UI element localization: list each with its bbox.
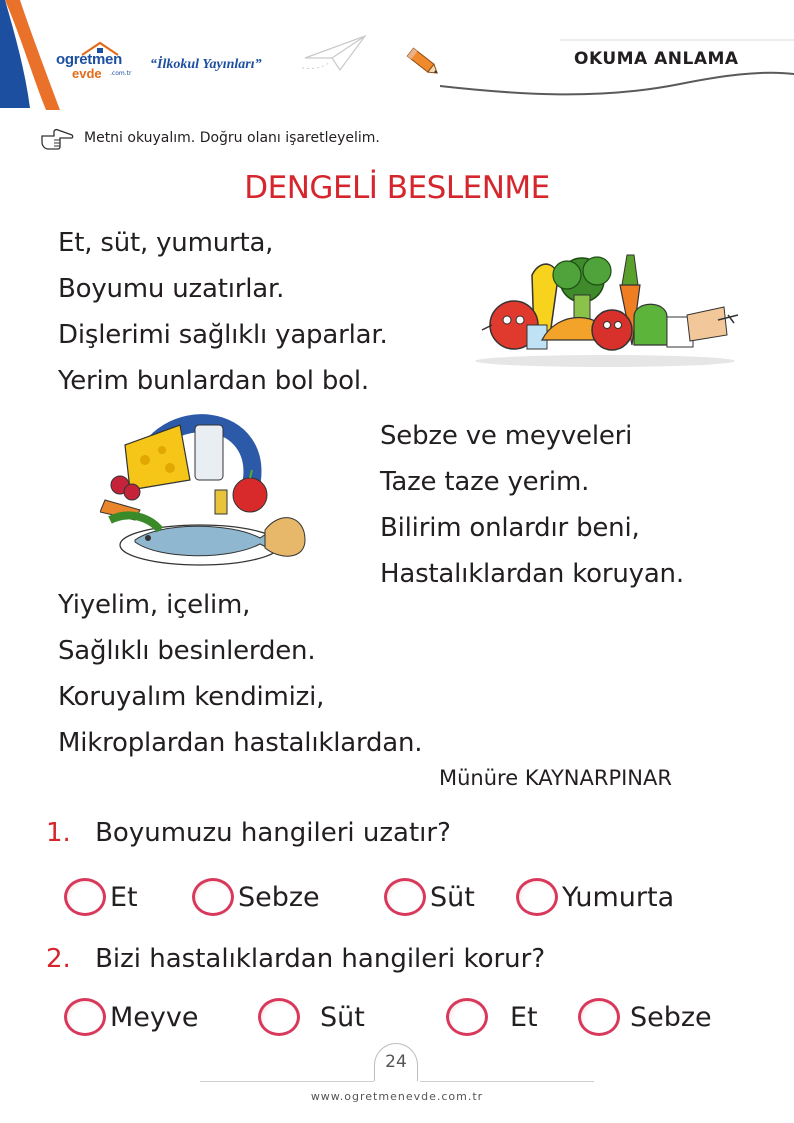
question-text: Bizi hastalıklardan hangileri korur? [95, 944, 546, 974]
footer-website: www.ogretmenevde.com.tr [310, 1090, 484, 1103]
poem-line: Taze taze yerim. [380, 467, 590, 497]
stanza-2 [380, 413, 684, 597]
publisher-name: “İlkokul Yayınları” [150, 57, 262, 72]
cartoon-foods-illustration [462, 245, 748, 370]
logo-domain: .com.tr [110, 70, 132, 77]
stanza-3 [58, 582, 422, 766]
footer-divider [200, 1081, 594, 1082]
question-1 [46, 818, 451, 848]
poem-line: Mikroplardan hastalıklardan. [58, 728, 423, 758]
question-text: Boyumuzu hangileri uzatır? [95, 818, 451, 848]
pointing-hand-icon [40, 128, 74, 150]
poem-line: Bilirim onlardır beni, [380, 513, 640, 543]
option-checkbox-et[interactable] [64, 878, 106, 916]
food-plate-illustration [100, 410, 310, 575]
poem-line: Hastalıklardan koruyan. [380, 559, 684, 589]
poem-title: DENGELİ BESLENME [244, 170, 550, 206]
pencil-icon [403, 44, 443, 80]
option-label: Süt [430, 882, 475, 913]
poem-author: Münüre KAYNARPINAR [439, 766, 672, 790]
option-checkbox-meyve[interactable] [64, 998, 106, 1036]
option-label: Et [510, 1002, 538, 1033]
option-label: Yumurta [562, 882, 675, 913]
page-number: 24 [374, 1043, 418, 1081]
poem-line: Sağlıklı besinlerden. [58, 636, 316, 666]
option-checkbox-sebze[interactable] [192, 878, 234, 916]
poem-line: Et, süt, yumurta, [58, 228, 274, 258]
poem-line: Boyumu uzatırlar. [58, 274, 285, 304]
poem-line: Koruyalım kendimizi, [58, 682, 325, 712]
option-checkbox-sebze[interactable] [578, 998, 620, 1036]
option-checkbox-et[interactable] [446, 998, 488, 1036]
stanza-1 [58, 220, 388, 404]
option-label: Meyve [110, 1002, 199, 1033]
question-number: 2. [46, 944, 71, 974]
option-label: Sebze [630, 1002, 712, 1033]
question-2 [46, 944, 545, 974]
question-number: 1. [46, 818, 71, 848]
poem-line: Yerim bunlardan bol bol. [58, 366, 369, 396]
instruction-text: Metni okuyalım. Doğru olanı işaretleyelim. [84, 130, 380, 146]
option-checkbox-sut[interactable] [384, 878, 426, 916]
poem-line: Dişlerimi sağlıklı yaparlar. [58, 320, 388, 350]
option-checkbox-yumurta[interactable] [516, 878, 558, 916]
option-label: Sebze [238, 882, 320, 913]
option-label: Süt [320, 1002, 365, 1033]
option-checkbox-sut[interactable] [258, 998, 300, 1036]
logo-subtext: evde [72, 66, 102, 81]
option-label: Et [110, 882, 138, 913]
paper-plane-icon [300, 28, 370, 78]
poem-line: Sebze ve meyveleri [380, 421, 633, 451]
header-title: OKUMA ANLAMA [574, 49, 739, 69]
poem-line: Yiyelim, içelim, [58, 590, 251, 620]
logo-text: ogretmen [56, 51, 122, 68]
